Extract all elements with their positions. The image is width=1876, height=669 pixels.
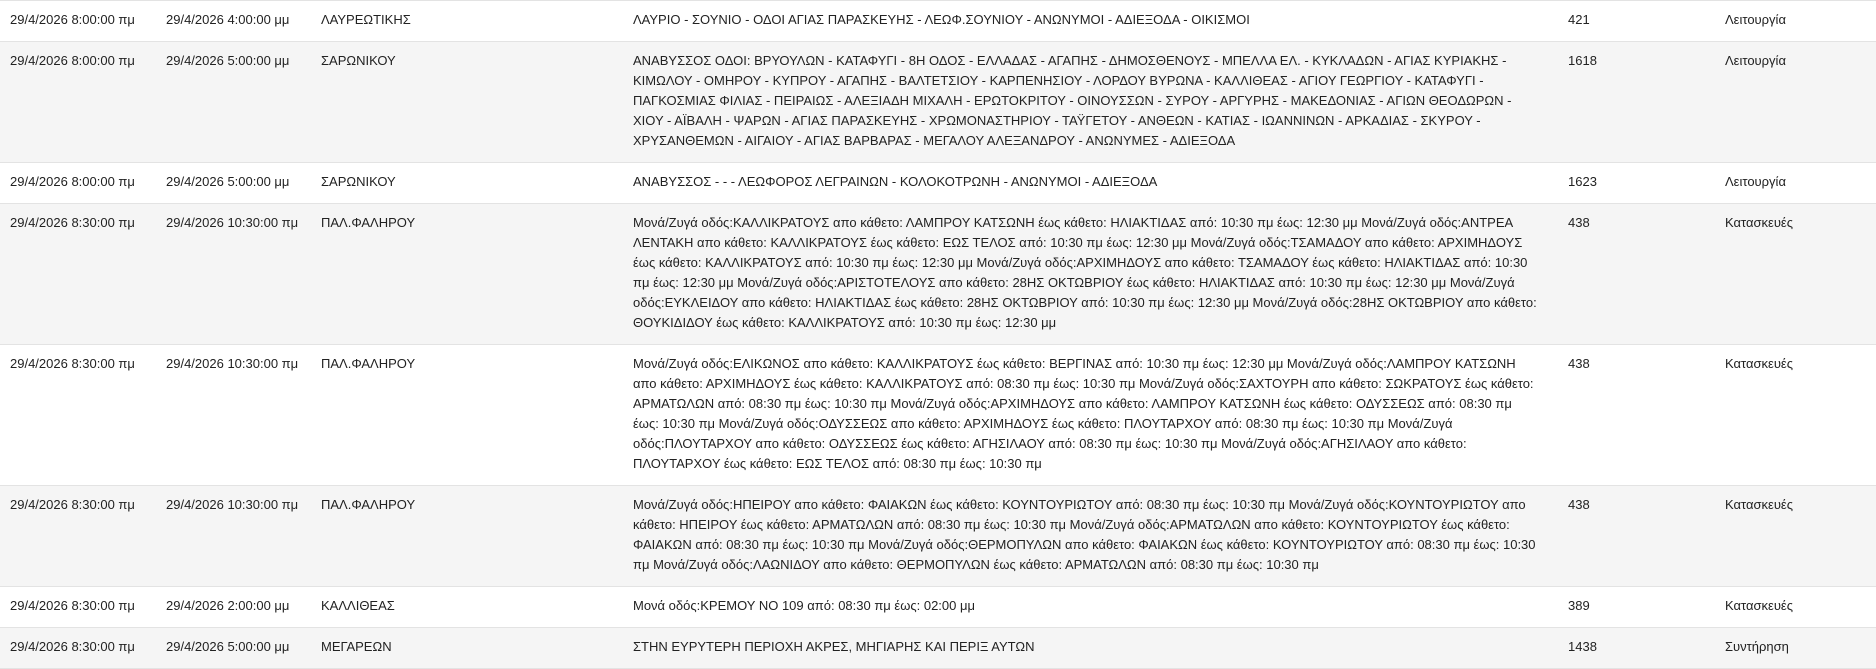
end-time-cell: 29/4/2026 4:00:00 μμ [156,1,311,42]
reason-cell: Κατασκευές [1715,587,1876,628]
reason-cell: Λειτουργία [1715,42,1876,163]
affected-streets-cell: Μονά/Ζυγά οδός:ΗΠΕΙΡΟΥ απο κάθετο: ΦΑΙΑΚΩΝ έως κάθετο: ΚΟΥΝΤΟΥΡΙΩΤΟΥ από: 08:30 πμ έως: 10:30 πμ Μονά/Ζυγά οδός:ΚΟΥΝΤΟΥΡΙΩΤΟΥ απο κάθετο: ΗΠΕΙΡΟΥ έως κάθετο: ΑΡΜΑΤΩΛΩΝ από: 08:30 πμ έως: 10:30 πμ Μονά/Ζυγά οδός:ΑΡΜΑΤΩΛΩΝ απο κάθετο: ΚΟΥΝΤΟΥΡΙΩΤΟΥ έως κάθετο: ΦΑΙΑΚΩΝ από: 08:30 πμ έως: 10:30 πμ Μονά/Ζυγά οδός:ΘΕΡΜΟΠΥΛΩΝ απο κάθετο: ΦΑΙΑΚΩΝ έως κάθετο: ΚΟΥΝΤΟΥΡΙΩΤΟΥ από: 08:30 πμ έως: 10:30 πμ Μονά/Ζυγά οδός:ΛΑΩΝΙΔΟΥ απο κάθετο: ΘΕΡΜΟΠΥΛΩΝ έως κάθετο: ΑΡΜΑΤΩΛΩΝ από: 08:30 πμ έως: 10:30 πμ [623,486,1558,587]
reason-cell: Λειτουργία [1715,163,1876,204]
area-cell: ΚΑΛΛΙΘΕΑΣ [311,587,623,628]
network-number-cell: 389 [1558,587,1715,628]
end-time-cell: 29/4/2026 5:00:00 μμ [156,628,311,669]
end-time-cell: 29/4/2026 10:30:00 πμ [156,204,311,345]
affected-streets-cell: ΑΝΑΒΥΣΣΟΣ ΟΔΟΙ: ΒΡΥΟΥΛΩΝ - ΚΑΤΑΦΥΓΙ - 8Η ΟΔΟΣ - ΕΛΛΑΔΑΣ - ΑΓΑΠΗΣ - ΔΗΜΟΣΘΕΝΟΥΣ - ΜΠΕΛΛΑ ΕΛ. - ΚΥΚΛΑΔΩΝ - ΑΓΙΑΣ ΚΥΡΙΑΚΗΣ - ΚΙΜΩΛΟΥ - ΟΜΗΡΟΥ - ΚΥΠΡΟΥ - ΑΓΑΠΗΣ - ΒΑΛΤΕΤΣΙΟΥ - ΚΑΡΠΕΝΗΣΙΟΥ - ΛΟΡΔΟΥ ΒΥΡΩΝΑ - ΚΑΛΛΙΘΕΑΣ - ΑΓΙΟΥ ΓΕΩΡΓΙΟΥ - ΚΑΤΑΦΥΓΙ - ΠΑΓΚΟΣΜΙΑΣ ΦΙΛΙΑΣ - ΠΕΙΡΑΙΩΣ - ΑΛΕΞΙΑΔΗ ΜΙΧΑΛΗ - ΕΡΩΤΟΚΡΙΤΟΥ - ΟΙΝΟΥΣΣΩΝ - ΣΥΡΟΥ - ΑΡΓΥΡΗΣ - ΜΑΚΕΔΟΝΙΑΣ - ΑΓΙΩΝ ΘΕΟΔΩΡΩΝ - ΧΙΟΥ - ΑΪΒΑΛΗ - ΨΑΡΩΝ - ΑΓΙΑΣ ΠΑΡΑΣΚΕΥΗΣ - ΧΡΩΜΟΝΑΣΤΗΡΙΟΥ - ΤΑΫΓΕΤΟΥ - ΑΝΘΕΩΝ - ΚΑΤΙΑΣ - ΙΩΑΝΝΙΝΩΝ - ΑΡΚΑΔΙΑΣ - ΣΚΥΡΟΥ - ΧΡΥΣΑΝΘΕΜΩΝ - ΑΙΓΑΙΟΥ - ΑΓΙΑΣ ΒΑΡΒΑΡΑΣ - ΜΕΓΑΛΟΥ ΑΛΕΞΑΝΔΡΟΥ - ΑΝΩΝΥΜΕΣ - ΑΔΙΕΞΟΔΑ [623,42,1558,163]
network-number-cell: 1623 [1558,163,1715,204]
area-cell: ΣΑΡΩΝΙΚΟΥ [311,42,623,163]
start-time-cell: 29/4/2026 8:00:00 πμ [0,42,156,163]
table-row [0,204,1876,345]
affected-streets-cell: Μονά/Ζυγά οδός:ΚΑΛΛΙΚΡΑΤΟΥΣ απο κάθετο: ΛΑΜΠΡΟΥ ΚΑΤΣΩΝΗ έως κάθετο: ΗΛΙΑΚΤΙΔΑΣ από: 10:30 πμ έως: 12:30 μμ Μονά/Ζυγά οδός:ΑΝΤΡΕΑ ΛΕΝΤΑΚΗ απο κάθετο: ΚΑΛΛΙΚΡΑΤΟΥΣ έως κάθετο: ΕΩΣ ΤΕΛΟΣ από: 10:30 πμ έως: 12:30 μμ Μονά/Ζυγά οδός:ΤΣΑΜΑΔΟΥ απο κάθετο: ΑΡΧΙΜΗΔΟΥΣ έως κάθετο: ΚΑΛΛΙΚΡΑΤΟΥΣ από: 10:30 πμ έως: 12:30 μμ Μονά/Ζυγά οδός:ΑΡΧΙΜΗΔΟΥΣ απο κάθετο: ΤΣΑΜΑΔΟΥ έως κάθετο: ΗΛΙΑΚΤΙΔΑΣ από: 10:30 πμ έως: 12:30 μμ Μονά/Ζυγά οδός:ΑΡΙΣΤΟΤΕΛΟΥΣ απο κάθετο: 28ΗΣ ΟΚΤΩΒΡΙΟΥ έως κάθετο: ΗΛΙΑΚΤΙΔΑΣ από: 10:30 πμ έως: 12:30 μμ Μονά/Ζυγά οδός:ΕΥΚΛΕΙΔΟΥ απο κάθετο: ΗΛΙΑΚΤΙΔΑΣ έως κάθετο: 28ΗΣ ΟΚΤΩΒΡΙΟΥ από: 10:30 πμ έως: 12:30 μμ Μονά/Ζυγά οδός:28ΗΣ ΟΚΤΩΒΡΙΟΥ απο κάθετο: ΘΟΥΚΙΔΙΔΟΥ έως κάθετο: ΚΑΛΛΙΚΡΑΤΟΥΣ από: 10:30 πμ έως: 12:30 μμ [623,204,1558,345]
table-row [0,587,1876,628]
start-time-cell: 29/4/2026 8:30:00 πμ [0,587,156,628]
end-time-cell: 29/4/2026 5:00:00 μμ [156,163,311,204]
area-cell: ΜΕΓΑΡΕΩΝ [311,628,623,669]
start-time-cell: 29/4/2026 8:30:00 πμ [0,486,156,587]
network-number-cell: 421 [1558,1,1715,42]
end-time-cell: 29/4/2026 2:00:00 μμ [156,587,311,628]
reason-cell: Κατασκευές [1715,486,1876,587]
end-time-cell: 29/4/2026 10:30:00 πμ [156,345,311,486]
area-cell: ΠΑΛ.ΦΑΛΗΡΟΥ [311,486,623,587]
affected-streets-cell: Μονά οδός:ΚΡΕΜΟΥ ΝΟ 109 από: 08:30 πμ έως: 02:00 μμ [623,587,1558,628]
network-number-cell: 438 [1558,345,1715,486]
area-cell: ΣΑΡΩΝΙΚΟΥ [311,163,623,204]
start-time-cell: 29/4/2026 8:00:00 πμ [0,163,156,204]
table-row [0,42,1876,163]
network-number-cell: 1618 [1558,42,1715,163]
table-row [0,345,1876,486]
start-time-cell: 29/4/2026 8:30:00 πμ [0,345,156,486]
affected-streets-cell: ΑΝΑΒΥΣΣΟΣ - - - ΛΕΩΦΟΡΟΣ ΛΕΓΡΑΙΝΩΝ - ΚΟΛΟΚΟΤΡΩΝΗ - ΑΝΩΝΥΜΟΙ - ΑΔΙΕΞΟΔΑ [623,163,1558,204]
start-time-cell: 29/4/2026 8:30:00 πμ [0,204,156,345]
table-row [0,628,1876,669]
area-cell: ΠΑΛ.ΦΑΛΗΡΟΥ [311,204,623,345]
area-cell: ΛΑΥΡΕΩΤΙΚΗΣ [311,1,623,42]
affected-streets-cell: ΣΤΗΝ ΕΥΡΥΤΕΡΗ ΠΕΡΙΟΧΗ ΑΚΡΕΣ, ΜΗΓΙΑΡΗΣ ΚΑΙ ΠΕΡΙΞ ΑΥΤΩΝ [623,628,1558,669]
table-row [0,163,1876,204]
table-row [0,1,1876,42]
area-cell: ΠΑΛ.ΦΑΛΗΡΟΥ [311,345,623,486]
network-number-cell: 1438 [1558,628,1715,669]
reason-cell: Συντήρηση [1715,628,1876,669]
network-number-cell: 438 [1558,486,1715,587]
table-row [0,486,1876,587]
network-number-cell: 438 [1558,204,1715,345]
affected-streets-cell: Μονά/Ζυγά οδός:ΕΛΙΚΩΝΟΣ απο κάθετο: ΚΑΛΛΙΚΡΑΤΟΥΣ έως κάθετο: ΒΕΡΓΙΝΑΣ από: 10:30 πμ έως: 12:30 μμ Μονά/Ζυγά οδός:ΛΑΜΠΡΟΥ ΚΑΤΣΩΝΗ απο κάθετο: ΑΡΧΙΜΗΔΟΥΣ έως κάθετο: ΚΑΛΛΙΚΡΑΤΟΥΣ από: 08:30 πμ έως: 10:30 πμ Μονά/Ζυγά οδός:ΣΑΧΤΟΥΡΗ απο κάθετο: ΣΩΚΡΑΤΟΥΣ έως κάθετο: ΑΡΜΑΤΩΛΩΝ από: 08:30 πμ έως: 10:30 πμ Μονά/Ζυγά οδός:ΑΡΧΙΜΗΔΟΥΣ απο κάθετο: ΛΑΜΠΡΟΥ ΚΑΤΣΩΝΗ έως κάθετο: ΟΔΥΣΣΕΩΣ από: 08:30 πμ έως: 10:30 πμ Μονά/Ζυγά οδός:ΟΔΥΣΣΕΩΣ απο κάθετο: ΑΡΧΙΜΗΔΟΥΣ έως κάθετο: ΠΛΟΥΤΑΡΧΟΥ από: 08:30 πμ έως: 10:30 πμ Μονά/Ζυγά οδός:ΠΛΟΥΤΑΡΧΟΥ απο κάθετο: ΟΔΥΣΣΕΩΣ έως κάθετο: ΑΓΗΣΙΛΑΟΥ από: 08:30 πμ έως: 10:30 πμ Μονά/Ζυγά οδός:ΑΓΗΣΙΛΑΟΥ απο κάθετο: ΠΛΟΥΤΑΡΧΟΥ έως κάθετο: ΕΩΣ ΤΕΛΟΣ από: 08:30 πμ έως: 10:30 πμ [623,345,1558,486]
start-time-cell: 29/4/2026 8:00:00 πμ [0,1,156,42]
reason-cell: Λειτουργία [1715,1,1876,42]
end-time-cell: 29/4/2026 10:30:00 πμ [156,486,311,587]
affected-streets-cell: ΛΑΥΡΙΟ - ΣΟΥΝΙΟ - ΟΔΟΙ ΑΓΙΑΣ ΠΑΡΑΣΚΕΥΗΣ - ΛΕΩΦ.ΣΟΥΝΙΟΥ - ΑΝΩΝΥΜΟΙ - ΑΔΙΕΞΟΔΑ - ΟΙΚΙΣΜΟΙ [623,1,1558,42]
reason-cell: Κατασκευές [1715,204,1876,345]
end-time-cell: 29/4/2026 5:00:00 μμ [156,42,311,163]
reason-cell: Κατασκευές [1715,345,1876,486]
start-time-cell: 29/4/2026 8:30:00 πμ [0,628,156,669]
